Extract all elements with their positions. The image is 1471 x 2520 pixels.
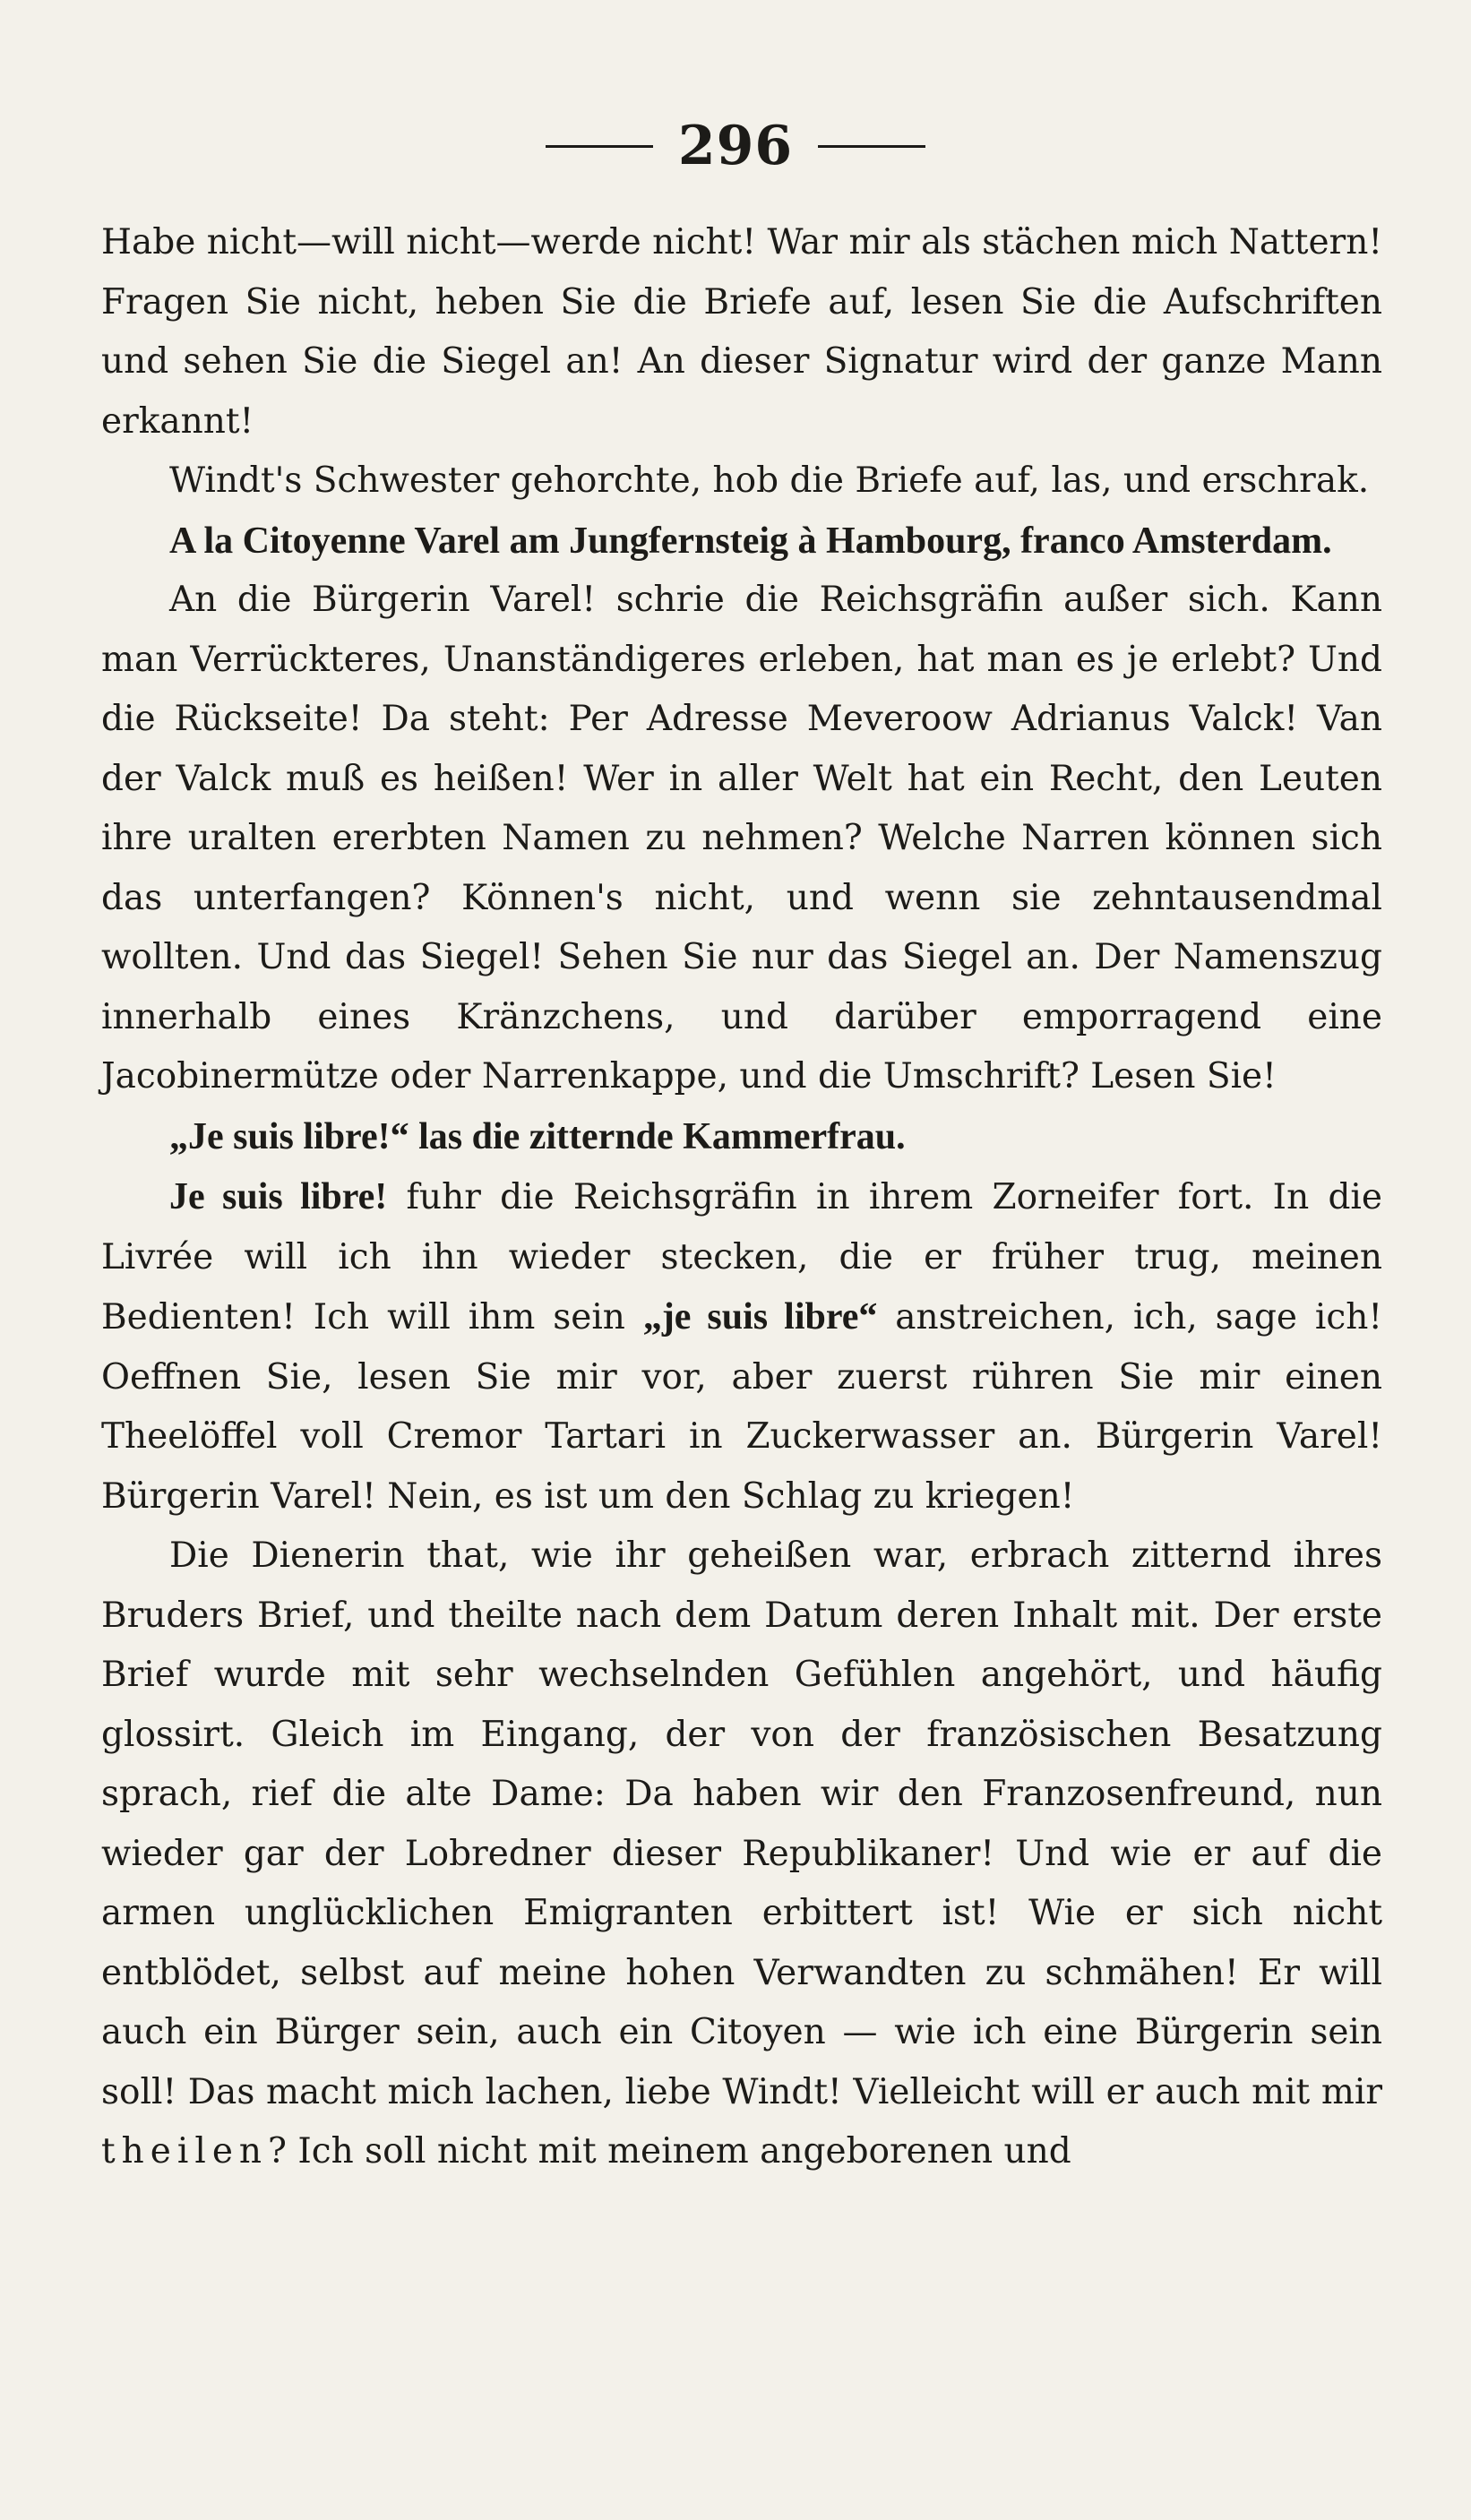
paragraph-4: An die Bürgerin Varel! schrie die Reichsgräfin außer sich. Kann man Verrückteres, Unanständigeres erleben, hat man es je erlebt? Und die Rückseite! Da steht: Per Adresse Meveroow Adrianus Valck! Van der Valck muß es heißen! Wer in aller Welt hat ein Recht, den Leuten ihre uralten ererbten Namen zu nehmen? Welche Narren können sich das unterfangen? Können's nicht, und wenn sie zehntausendmal wollten. Und das Siegel! Sehen Sie nur das Siegel an. Der Namenszug innerhalb eines Kränzchens, und darüber emporragend eine Jacobinermütze oder Narrenkappe, und die Umschrift? Lesen Sie! [101, 580, 1382, 1097]
paragraph-2: Windt's Schwester gehorchte, hob die Briefe auf, las, und erschrak. [169, 460, 1370, 501]
paragraph-6-text-b: anstreichen, ich, sage ich! Oeffnen Sie, lesen Sie mir vor, aber zuerst rühren Sie mir einen Theelöffel voll Cremor Tartari in Zuckerwasser an. Bürgerin Varel! Bürgerin Varel! Nein, es ist um den Schlag zu kriegen! [101, 1297, 1382, 1517]
right-header-rule [818, 145, 925, 148]
page-header [0, 106, 1471, 186]
quote-je-suis-libre: „Je suis libre!“ las die zitternde Kammerfrau. [169, 1115, 906, 1157]
paragraph-7-text-a: Die Dienerin that, wie ihr geheißen war, erbrach zitternd ihres Bruders Brief, und theilte nach dem Datum deren Inhalt mit. Der erste Brief wurde mit sehr wechselnden Gefühlen angehört, und häufig glossirt. Gleich im Eingang, der von der französischen Besatzung sprach, rief die alte Dame: Da haben wir den Franzosenfreund, nun wieder gar der Lobredner dieser Republikaner! Und wie er auf die armen unglücklichen Emigranten erbittert ist! Wie er sich nicht entblödet, selbst auf meine hohen Verwandten zu schmähen! Er will auch ein Bürger sein, auch ein Citoyen — wie ich eine Bürgerin sein soll! Das macht mich lachen, liebe Windt! Vielleicht will er auch mit mir [101, 1535, 1382, 2112]
body-text [101, 213, 1382, 2182]
paragraph-6 [101, 1167, 1382, 1527]
paragraph-5 [101, 1107, 1382, 1168]
emphasized-theilen: theilen [101, 2131, 269, 2172]
page-number: 296 [677, 115, 794, 177]
left-header-rule [546, 145, 653, 148]
paragraph-7-text-b: ? Ich soll nicht mit meinem angeborenen und [268, 2131, 1071, 2172]
paragraph-6-text-a: fuhr die Reichsgräfin in ihrem Zorneifer fort. In die Livrée will ich ihn wieder stecken, die er früher trug, meinen Bedienten! Ich will ihm sein [101, 1177, 1382, 1337]
paragraph-7 [101, 1527, 1382, 2182]
paragraph-1: Habe nicht—will nicht—werde nicht! War mir als stächen mich Nattern! Fragen Sie nicht, heben Sie die Briefe auf, lesen Sie die Aufschriften und sehen Sie die Siegel an! An dieser Signatur wird der ganze Mann erkannt! [101, 222, 1382, 442]
quoted-je-suis-libre: „je suis libre“ [642, 1296, 878, 1337]
phrase-je-suis-libre: Je suis libre! [169, 1176, 388, 1217]
address-line: A la Citoyenne Varel am Jungfernsteig à Hambourg, franco Amsterdam. [169, 520, 1332, 562]
